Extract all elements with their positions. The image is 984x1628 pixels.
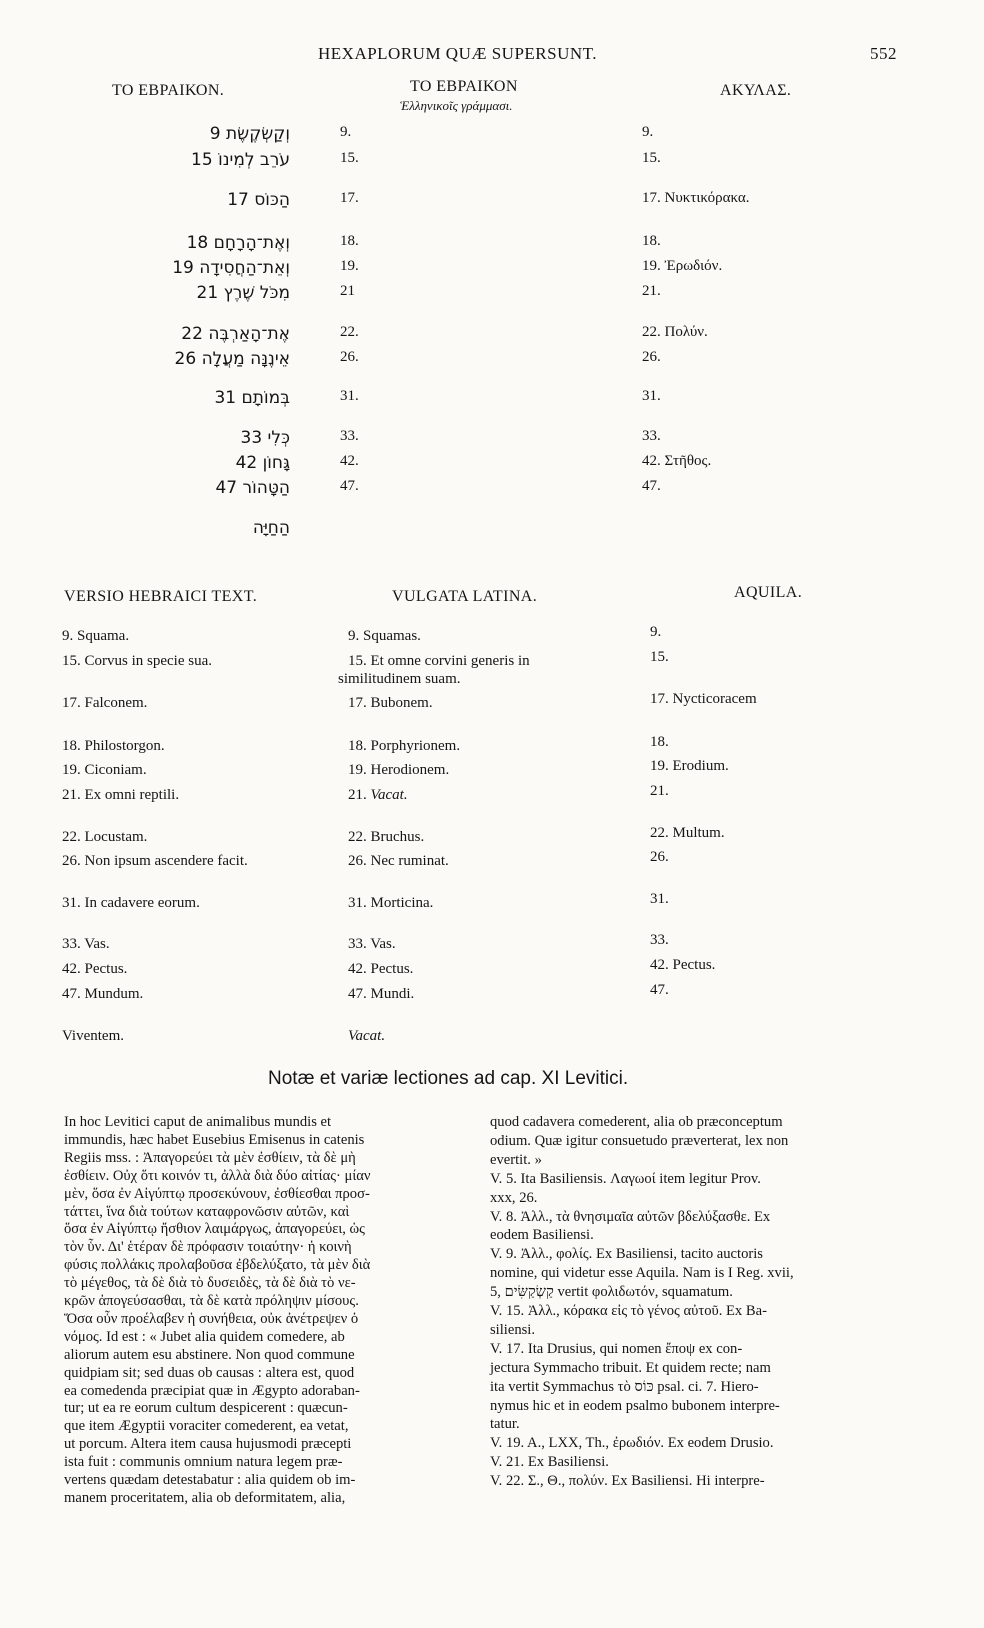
note-line-left: quidpiam sit; sed duas ob causas : altera est, quod: [64, 1364, 355, 1381]
hebrew-entry: כְּלִי 33: [240, 428, 290, 448]
note-line-left: manem proceritatem, alia ob deformitatem, alia,: [64, 1489, 346, 1506]
heading-transliterated-sub: Ἑλληνικοῖς γράμμασι.: [400, 98, 513, 113]
aquila-latin-entry: 21.: [650, 783, 669, 799]
note-line-right: V. 19. A., LXX, Th., ἐρωδιόν. Ex eodem Drusio.: [490, 1435, 774, 1452]
hebrew-entry: עֹרֵב לְמִינוֹ 15: [191, 150, 290, 170]
note-line-right: ita vertit Symmachus τὸ כּוֹס psal. ci. 7. Hiero-: [490, 1378, 759, 1395]
note-line-left: Regiis mss. : Ἀπαγορεύει τὰ μὲν ἐσθίειν, τὰ δὲ μὴ: [64, 1149, 356, 1166]
aquila-greek-entry: 19. Ἐρωδιόν.: [642, 258, 723, 274]
note-line-right: odium. Quæ igitur consuetudo præverterat, lex non: [490, 1132, 789, 1149]
note-line-right: V. 22. Σ., Θ., πολύν. Ex Basiliensi. Hi interpre-: [490, 1473, 765, 1490]
hebrew-entry: הַכּוֹס 17: [227, 190, 290, 210]
vulgata-text: 18. Porphyrionem.: [348, 738, 461, 754]
hebrew-entry: גָּחוֹן 42: [235, 453, 290, 473]
note-line-left: ἐσθίειν. Οὐχ ὅτι κοινόν τι, ἀλλὰ διὰ δύο αἰτίας· μίαν: [64, 1167, 371, 1184]
versio-entry: 31. In cadavere eorum.: [62, 895, 200, 911]
vulgata-entry: [348, 653, 530, 670]
note-line-left: In hoc Levitici caput de animalibus mundis et: [64, 1114, 332, 1130]
hebrew-entry: מִכֹּל שֶׁרֶץ 21: [196, 283, 290, 303]
note-line-left: immundis, hæc habet Eusebius Emisenus in catenis: [64, 1131, 365, 1148]
aquila-latin-entry: 42. Pectus.: [650, 957, 716, 973]
note-line-left: que item Ægyptii voraciter comederent, ea vetat,: [64, 1418, 349, 1435]
vulgata-text: 17. Bubonem.: [348, 695, 433, 711]
heading-versio: VERSIO HEBRAICI TEXT.: [64, 588, 258, 605]
heading-hebrew: ΤΟ ΕΒΡΑΙΚΟΝ.: [112, 82, 225, 99]
versio-entry: 17. Falconem.: [62, 695, 148, 711]
hebrew-entry: הַטָּהוֹר 47: [215, 478, 290, 498]
versio-entry: 42. Pectus.: [62, 961, 128, 977]
vulgata-entry: [348, 961, 413, 978]
aquila-latin-entry: 33.: [650, 932, 669, 948]
notes-title: Notæ et variæ lectiones ad cap. XI Levitici.: [268, 1068, 629, 1089]
aquila-greek-entry: 33.: [642, 428, 661, 444]
aquila-latin-entry: 18.: [650, 734, 669, 750]
page-number: 552: [870, 44, 897, 63]
note-line-left: τὸ μέγεθος, τὰ δὲ διὰ τὸ δυσειδὲς, τὰ δὲ διὰ τὸ νε-: [64, 1275, 356, 1292]
note-line-right: evertit. »: [490, 1151, 542, 1168]
versio-entry: 22. Locustam.: [62, 829, 148, 845]
note-line-right: V. 17. Ita Drusius, qui nomen ἔποψ ex con-: [490, 1340, 743, 1357]
transliterated-entry: 26.: [340, 349, 359, 365]
vulgata-text: 31. Morticina.: [348, 895, 434, 911]
vulgata-text: 47. Mundi.: [348, 986, 415, 1002]
vulgata-continuation: similitudinem suam.: [338, 671, 461, 687]
running-title: HEXAPLORUM QUÆ SUPERSUNT.: [318, 44, 598, 63]
note-line-left: ὅσα ἐν Αἰγύπτῳ ἤσθιον λαιμάργως, ἀπαγορεύει, ὡς: [64, 1221, 365, 1238]
aquila-latin-entry: 9.: [650, 624, 662, 640]
heading-transliterated: ΤΟ ΕΒΡΑΙΚΟΝ: [410, 78, 518, 95]
aquila-greek-entry: 22. Πολύν.: [642, 324, 708, 340]
versio-entry: 15. Corvus in specie sua.: [62, 653, 212, 669]
hebrew-entry: וְקַשְׂקֶשֶׂת 9: [209, 124, 290, 144]
versio-entry: 33. Vas.: [62, 936, 110, 952]
note-line-right: V. 21. Ex Basiliensi.: [490, 1454, 609, 1471]
transliterated-entry: 33.: [340, 428, 359, 444]
note-line-left: aliorum autem esu abstinere. Non quod commune: [64, 1346, 355, 1363]
vulgata-text: 33. Vas.: [348, 936, 396, 952]
note-line-left: τάττει, ἵνα διὰ τούτων καταφρονῶσιν αὐτῶν, καὶ: [64, 1203, 350, 1220]
note-line-right: V. 9. Ἀλλ., φολίς. Ex Basiliensi, tacito auctoris: [490, 1246, 763, 1263]
note-line-right: quod cadavera comederent, alia ob præconceptum: [490, 1114, 783, 1130]
versio-entry: 19. Ciconiam.: [62, 762, 147, 778]
heading-aquila-latin: AQUILA.: [734, 584, 803, 601]
aquila-latin-entry: 15.: [650, 649, 669, 665]
vulgata-vacat: Vacat.: [370, 787, 408, 803]
note-line-right: tatur.: [490, 1416, 520, 1433]
versio-entry: 18. Philostorgon.: [62, 738, 165, 754]
note-line-left: Ὅσα οὖν προέλαβεν ἡ συνήθεια, οὐκ ἀνέτρεψεν ὁ: [64, 1310, 359, 1327]
transliterated-entry: 22.: [340, 324, 359, 340]
hebrew-entry: הַחַיָּה: [252, 518, 290, 538]
versio-entry: Viventem.: [62, 1028, 124, 1044]
vulgata-entry: [348, 895, 433, 912]
vulgata-entry: [348, 695, 433, 712]
hebrew-entry: אֵינֶנָּה מַעֲלָה 26: [174, 349, 290, 369]
vulgata-text: 9. Squamas.: [348, 628, 421, 644]
aquila-latin-entry: 26.: [650, 849, 669, 865]
transliterated-entry: 21: [340, 283, 355, 299]
note-line-right: V. 5. Ita Basiliensis. Λαγωοί item legitur Prov.: [490, 1170, 761, 1187]
vulgata-entry: [348, 738, 460, 755]
vulgata-text: 42. Pectus.: [348, 961, 414, 977]
versio-entry: 26. Non ipsum ascendere facit.: [62, 853, 248, 869]
transliterated-entry: 9.: [340, 124, 352, 140]
note-line-right: xxx, 26.: [490, 1189, 538, 1206]
aquila-latin-entry: 47.: [650, 982, 669, 998]
note-line-left: vertens quædam detestabatur : alia quidem ob im-: [64, 1472, 356, 1488]
vulgata-text: 26. Nec ruminat.: [348, 853, 449, 869]
aquila-greek-entry: 31.: [642, 388, 661, 404]
note-line-left: ista fuit : communis omnium natura legem præ-: [64, 1454, 343, 1471]
vulgata-entry: [348, 762, 449, 779]
note-line-right: 5, קַשְׂקַשִּׂים vertit φολιδωτόν, squamatum.: [490, 1284, 733, 1301]
hebrew-entry: אֶת־הָאַרְבֶּה 22: [181, 324, 290, 344]
note-line-right: siliensi.: [490, 1321, 535, 1338]
vulgata-entry: [348, 628, 421, 645]
vulgata-text: 19. Herodionem.: [348, 762, 450, 778]
vulgata-text: 22. Bruchus.: [348, 829, 425, 845]
note-line-left: τὸν ὗν. Δι' ἑτέραν δὲ πρόφασιν τοιαύτην· ἡ κοινὴ: [64, 1239, 352, 1256]
transliterated-entry: 15.: [340, 150, 359, 166]
vulgata-entry: [348, 787, 408, 804]
note-line-left: ut porcum. Altera item causa hujusmodi præcepti: [64, 1436, 352, 1453]
note-line-right: nymus hic et in eodem psalmo bubonem interpre-: [490, 1397, 780, 1414]
transliterated-entry: 19.: [340, 258, 359, 274]
versio-entry: 47. Mundum.: [62, 986, 144, 1002]
heading-vulgata: VULGATA LATINA.: [392, 588, 538, 605]
vulgata-entry: [348, 986, 414, 1003]
note-line-right: eodem Basiliensi.: [490, 1227, 594, 1244]
vulgata-entry: [348, 853, 449, 870]
note-line-left: μὲν, ὅσα ἐν Αἰγύπτῳ προσεκύνουν, ἐσθίεσθαι προσ-: [64, 1185, 370, 1202]
aquila-greek-entry: 18.: [642, 233, 661, 249]
hebrew-entry: וְאֶת־הָרָחָם 18: [186, 233, 290, 253]
note-line-left: φύσις πολλάκις προλαβοῦσα ἐβδελύξατο, τὰ μὲν διὰ: [64, 1257, 371, 1274]
vulgata-text: 15. Et omne corvini generis in: [348, 653, 530, 669]
versio-entry: 9. Squama.: [62, 628, 130, 644]
note-line-right: nomine, qui videtur esse Aquila. Nam is I Reg. xvii,: [490, 1265, 794, 1282]
aquila-latin-entry: 22. Multum.: [650, 825, 725, 841]
transliterated-entry: 42.: [340, 453, 359, 469]
vulgata-entry: [348, 829, 424, 846]
note-line-right: V. 8. Ἀλλ., τὰ θνησιμαῖα αὐτῶν βδελύξασθε. Ex: [490, 1208, 771, 1225]
versio-entry: 21. Ex omni reptili.: [62, 787, 180, 803]
aquila-latin-entry: 31.: [650, 891, 669, 907]
aquila-greek-entry: 9.: [642, 124, 654, 140]
note-line-right: jectura Symmacho tribuit. Et quidem recte; nam: [490, 1359, 771, 1376]
transliterated-entry: 18.: [340, 233, 359, 249]
vulgata-text: 21.: [348, 787, 371, 803]
aquila-greek-entry: 47.: [642, 478, 661, 494]
note-line-right: V. 15. Ἀλλ., κόρακα εἰς τὸ γένος αὐτοῦ. Ex Ba-: [490, 1303, 767, 1319]
aquila-latin-entry: 17. Nycticoracem: [650, 691, 757, 707]
heading-aquila-greek: ΑΚΥΛΑΣ.: [720, 82, 792, 99]
vulgata-vacat: Vacat.: [348, 1028, 386, 1044]
aquila-latin-entry: 19. Erodium.: [650, 758, 729, 774]
note-line-left: tur; ut ea re eorum cultum despicerent : quæcun-: [64, 1400, 348, 1417]
note-line-left: ea comedenda præcipiat quæ in Ægypto adoraban-: [64, 1382, 360, 1399]
aquila-greek-entry: 26.: [642, 349, 661, 365]
note-line-left: νόμος. Id est : « Jubet alia quidem comedere, ab: [64, 1328, 345, 1345]
transliterated-entry: 17.: [340, 190, 359, 206]
hebrew-entry: וְאֵת־הַחֲסִידָה 19: [172, 258, 290, 278]
aquila-greek-entry: 42. Στῆθος.: [642, 453, 712, 469]
vulgata-entry: [348, 936, 396, 953]
vulgata-entry: [348, 1028, 385, 1045]
aquila-greek-entry: 15.: [642, 150, 661, 166]
transliterated-entry: 47.: [340, 478, 359, 494]
note-line-left: κρῶν ἀπογεύσασθαι, τὰ δὲ κατὰ πρόληψιν μίσους.: [64, 1293, 359, 1309]
hebrew-entry: בְּמוֹתָם 31: [214, 388, 290, 408]
transliterated-entry: 31.: [340, 388, 359, 404]
aquila-greek-entry: 17. Νυκτικόρακα.: [642, 190, 750, 206]
aquila-greek-entry: 21.: [642, 283, 661, 299]
